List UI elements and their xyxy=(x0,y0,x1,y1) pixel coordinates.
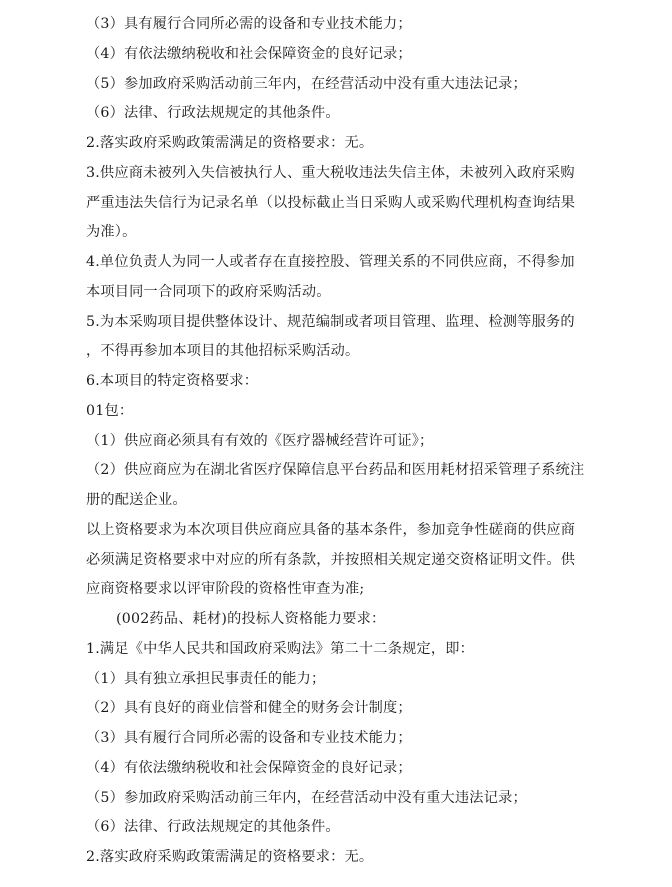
text-line: （3）具有履行合同所必需的设备和专业技术能力； xyxy=(86,730,412,746)
text-line: 4.单位负责人为同一人或者存在直接控股、管理关系的不同供应商，不得参加 xyxy=(86,254,575,270)
text-line: （5）参加政府采购活动前三年内，在经营活动中没有重大违法记录； xyxy=(86,76,527,92)
text-line: 1.满足《中华人民共和国政府采购法》第二十二条规定，即： xyxy=(86,641,475,657)
text-line: （4）有依法缴纳税收和社会保障资金的良好记录； xyxy=(86,46,412,62)
text-line: (002药品、耗材)的投标人资格能力要求： xyxy=(116,611,386,627)
text-line: 册的配送企业。 xyxy=(86,492,187,508)
text-line: 应商资格要求以评审阶段的资格性审查为准; xyxy=(86,581,365,597)
text-line: （3）具有履行合同所必需的设备和专业技术能力； xyxy=(86,16,412,32)
text-line: （1）具有独立承担民事责任的能力； xyxy=(86,671,326,687)
text-line: 6.本项目的特定资格要求： xyxy=(86,373,259,389)
text-line: （1）供应商必须具有有效的《医疗器械经营许可证》； xyxy=(86,433,434,449)
text-line: （2）供应商应为在湖北省医疗保障信息平台药品和医用耗材招采管理子系统注 xyxy=(86,462,585,478)
text-line: 2.落实政府采购政策需满足的资格要求：无。 xyxy=(86,849,374,865)
text-line: （6）法律、行政法规规定的其他条件。 xyxy=(86,819,340,835)
text-line: 5.为本采购项目提供整体设计、规范编制或者项目管理、监理、检测等服务的 xyxy=(86,314,575,330)
text-line: 以上资格要求为本次项目供应商应具备的基本条件，参加竞争性磋商的供应商 xyxy=(86,522,576,538)
text-line: （2）具有良好的商业信誉和健全的财务会计制度； xyxy=(86,700,412,716)
text-line: （4）有依法缴纳税收和社会保障资金的良好记录； xyxy=(86,760,412,776)
text-line: （5）参加政府采购活动前三年内，在经营活动中没有重大违法记录； xyxy=(86,790,527,806)
text-line: 必须满足资格要求中对应的所有条款，并按照相关规定递交资格证明文件。供 xyxy=(86,552,576,568)
text-line: （6）法律、行政法规规定的其他条件。 xyxy=(86,105,340,121)
text-line: 本项目同一合同项下的政府采购活动。 xyxy=(86,284,331,300)
text-line: ，不得再参加本项目的其他招标采购活动。 xyxy=(86,343,360,359)
text-line: 01包： xyxy=(86,403,134,419)
text-line: 为准）。 xyxy=(86,224,137,240)
text-line: 严重违法失信行为记录名单（以投标截止当日采购人或采购代理机构查询结果 xyxy=(86,195,576,211)
text-line: 3.供应商未被列入失信被执行人、重大税收违法失信主体，未被列入政府采购 xyxy=(86,165,575,181)
text-line: 2.落实政府采购政策需满足的资格要求：无。 xyxy=(86,135,374,151)
